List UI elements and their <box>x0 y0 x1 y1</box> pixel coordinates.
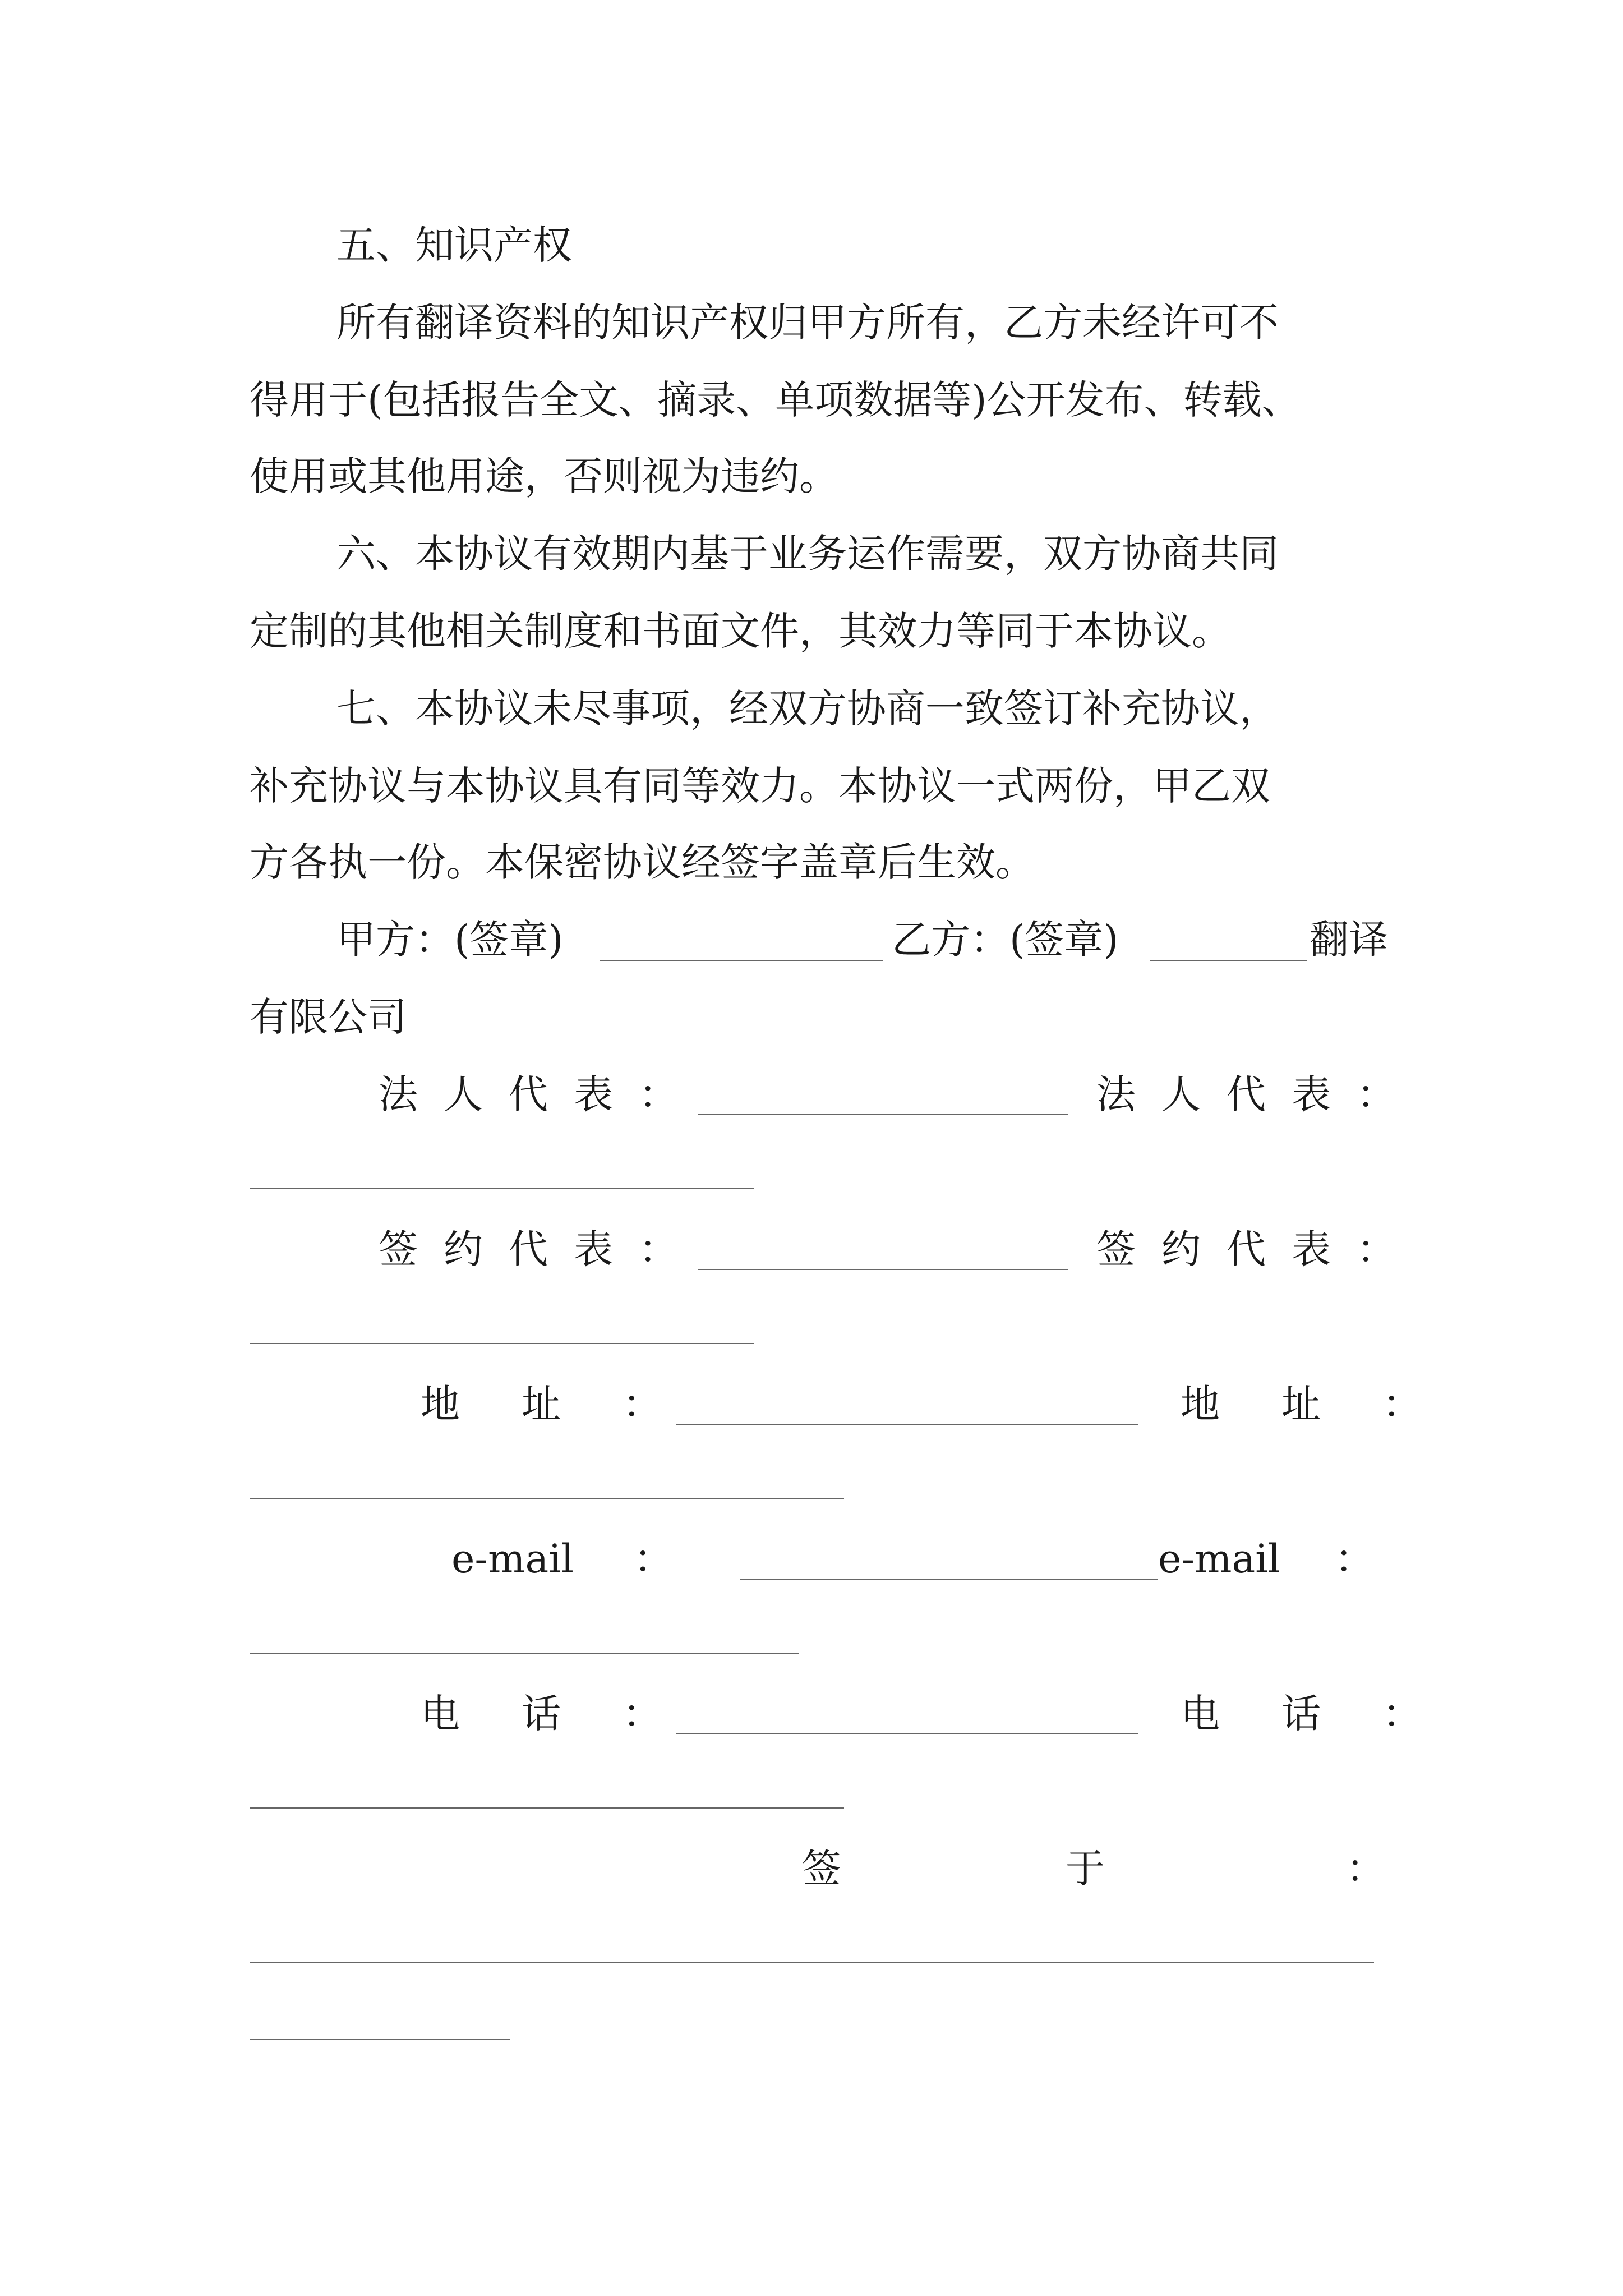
party-b-blank <box>1150 960 1307 961</box>
section-7-line-2: 补充协议与本协议具有同等效力。本协议一式两份，甲乙双 <box>250 763 1270 809</box>
section-5-line-2: 得用于(包括报告全文、摘录、单项数据等)公开发布、转载、 <box>250 377 1301 423</box>
email-blank-a <box>740 1579 1158 1580</box>
address-blank-b <box>250 1498 844 1499</box>
section-7-line-1: 七、本协议未尽事项，经双方协商一致签订补充协议， <box>336 685 1279 731</box>
signed-at-label: 签于 <box>802 1846 1329 1892</box>
sign-rep-label-a: 签约代表： <box>379 1226 704 1272</box>
legal-rep-blank-b <box>250 1188 754 1189</box>
address-label-b: 地址： <box>1181 1381 1483 1427</box>
phone-blank-a <box>676 1733 1138 1734</box>
email-blank-b <box>250 1653 799 1654</box>
section-5-line-3: 使用或其他用途，否则视为违约。 <box>250 453 838 499</box>
section-5-heading: 五、知识产权 <box>336 222 572 268</box>
section-6-line-2: 定制的其他相关制度和书面文件，其效力等同于本协议。 <box>250 608 1231 654</box>
signed-at-blank-continued <box>250 2039 510 2040</box>
section-6-line-1: 六、本协议有效期内基于业务运作需要，双方协商共同 <box>336 531 1279 577</box>
sign-rep-label-b: 签约代表： <box>1096 1226 1422 1272</box>
party-b-suffix: 翻译 <box>1310 917 1388 963</box>
signed-at-colon: ： <box>1346 1846 1385 1892</box>
legal-rep-label-b: 法人代表： <box>1096 1071 1422 1117</box>
section-7-line-3: 方各执一份。本保密协议经签字盖章后生效。 <box>250 839 1035 885</box>
legal-rep-label-a: 法人代表： <box>379 1071 704 1117</box>
email-label-b: e-mail <box>1158 1536 1280 1582</box>
address-blank-a <box>676 1424 1138 1425</box>
signed-at-blank <box>250 1962 1374 1963</box>
sign-rep-blank-a <box>698 1269 1068 1270</box>
phone-blank-b <box>250 1807 844 1809</box>
phone-label-b: 电话： <box>1181 1691 1483 1737</box>
party-b-continuation: 有限公司 <box>250 994 407 1040</box>
sign-rep-blank-b <box>250 1343 754 1344</box>
section-5-line-1: 所有翻译资料的知识产权归甲方所有，乙方未经许可不 <box>336 300 1279 346</box>
party-a-blank <box>600 960 883 961</box>
legal-rep-blank-a <box>698 1114 1068 1115</box>
party-b-label: 乙方：(签章) <box>892 917 1119 963</box>
address-label-a: 地址： <box>421 1381 723 1427</box>
email-colon-b: ： <box>1335 1536 1374 1582</box>
party-a-label: 甲方：(签章) <box>336 917 564 963</box>
phone-label-a: 电话： <box>421 1691 723 1737</box>
email-label-a: e-mail <box>451 1536 574 1582</box>
email-colon-a: ： <box>634 1536 673 1582</box>
